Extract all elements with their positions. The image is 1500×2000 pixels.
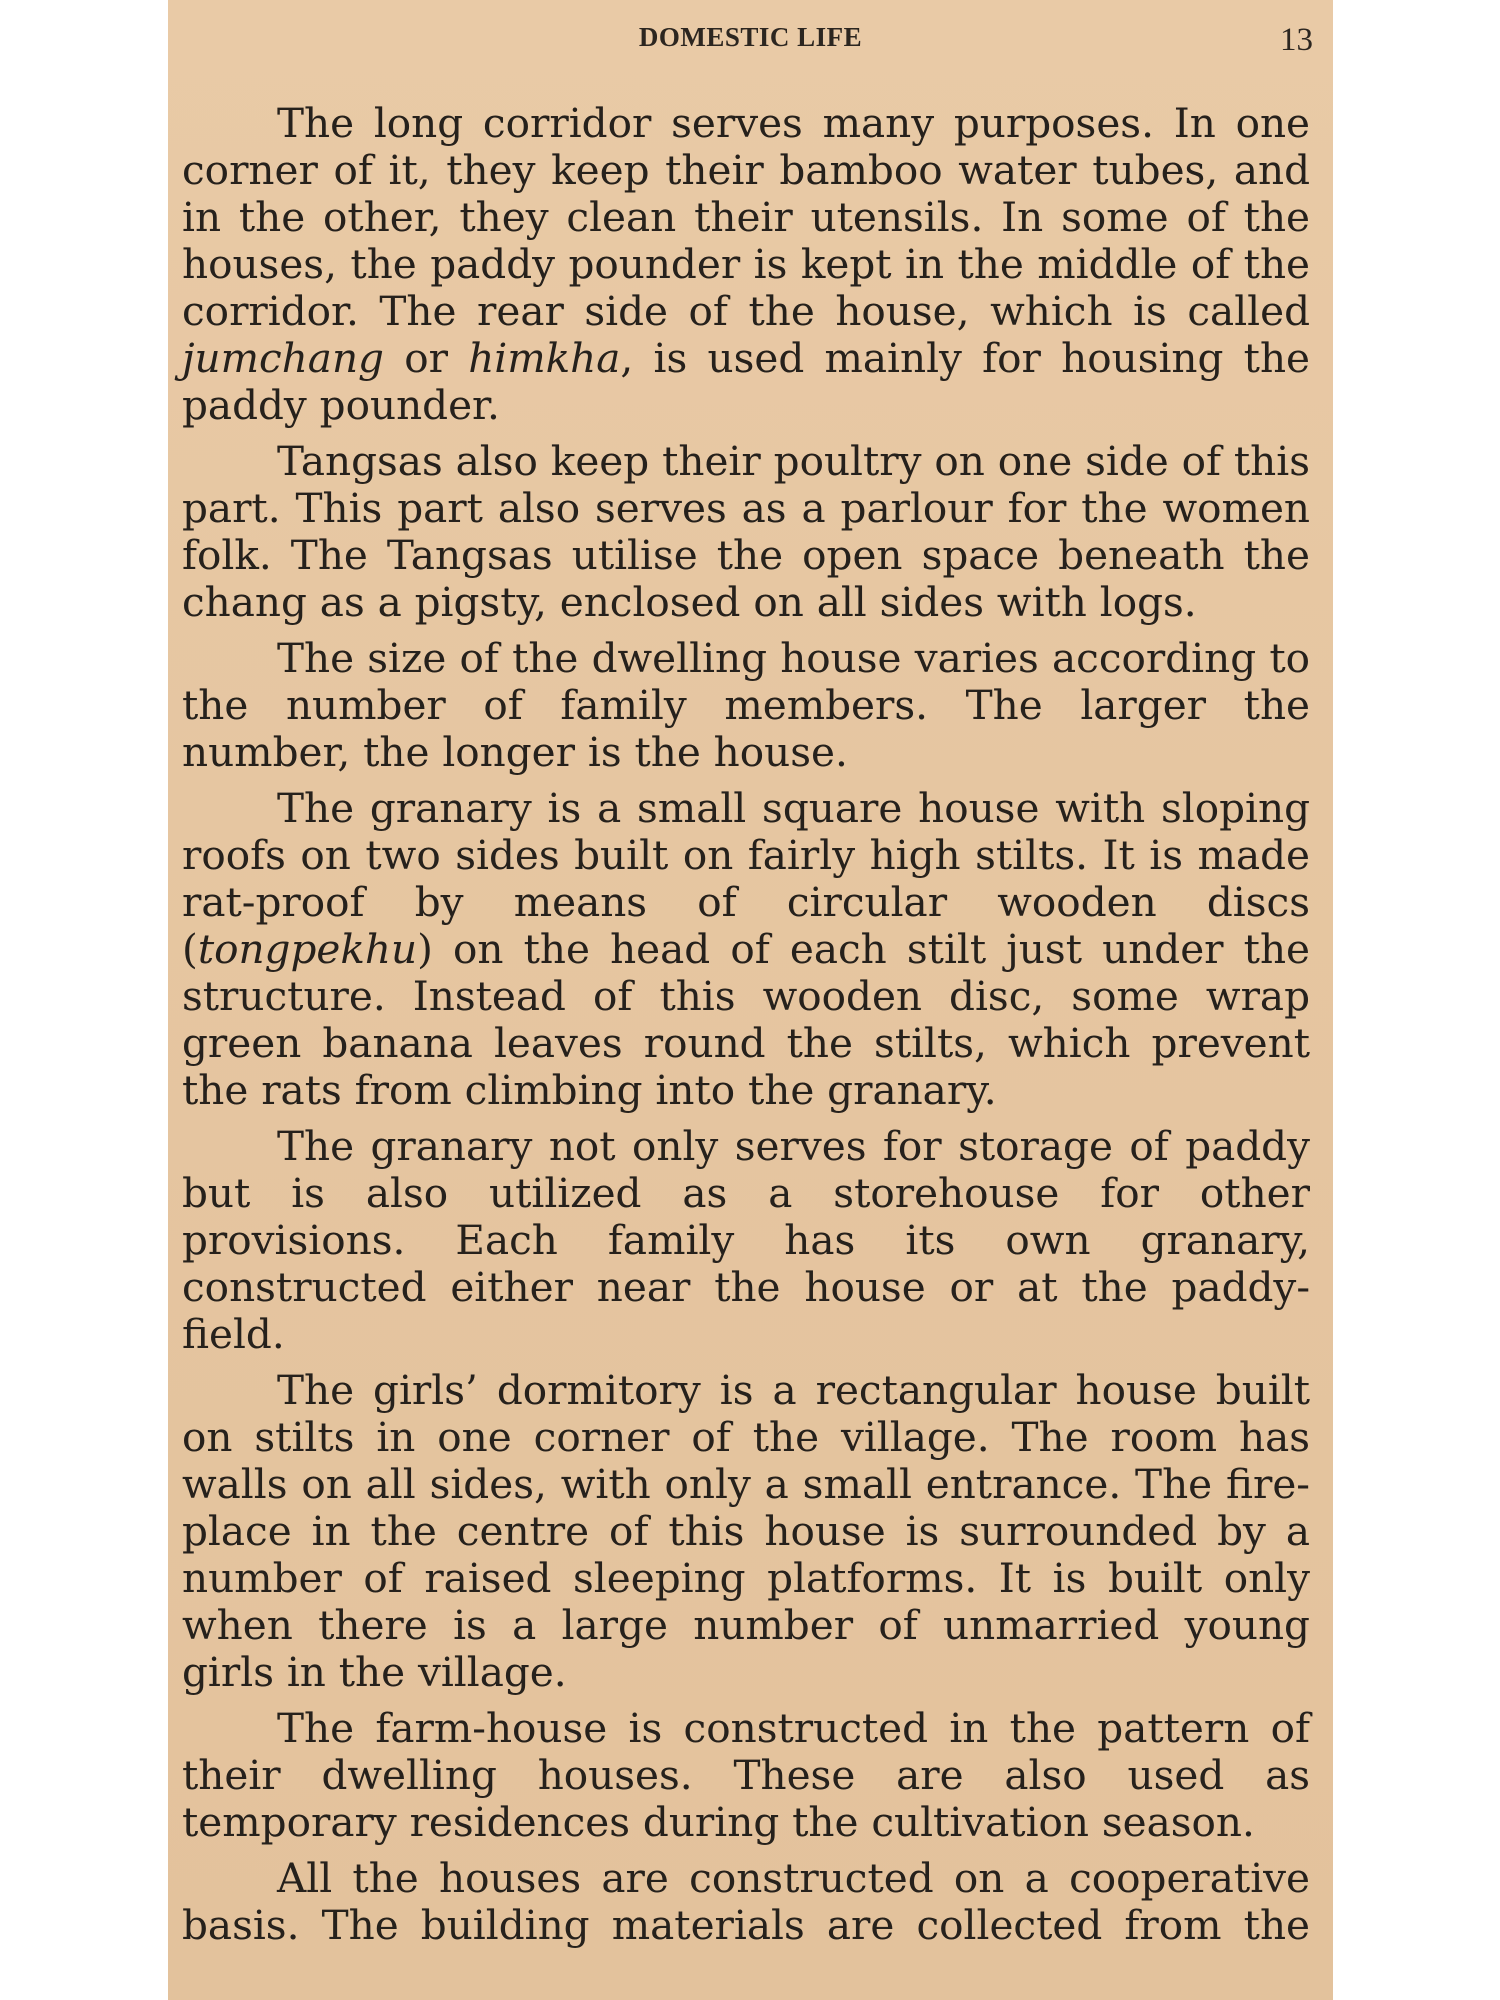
italic-term: himkha — [468, 334, 621, 382]
italic-term: jumchang — [182, 334, 384, 382]
text-run: Tangsas also keep their poultry on one side of this part. This part also serves as a parlour for the women folk. The Tangsas utilise the open space beneath the chang as a pigsty, enclosed on all sides with logs. — [182, 437, 1310, 626]
page-number: 13 — [1280, 22, 1313, 58]
text-run: All the houses are constructed on a cooperative basis. The building materials are collected from the — [182, 1855, 1310, 1949]
text-run: The farm-house is constructed in the pattern of their dwelling houses. These are also used as temporary residences during the cultivation season. — [182, 1704, 1310, 1846]
body-text — [182, 100, 1310, 1958]
paragraph — [182, 635, 1310, 776]
paragraph — [182, 1855, 1310, 1949]
paragraph — [182, 1367, 1310, 1696]
paragraph — [182, 438, 1310, 626]
paragraph — [182, 1123, 1310, 1358]
text-run: The granary is a small square house with sloping roofs on two sides built on fairly high stilts. It is made rat-proof by means of circular wooden discs ( — [182, 784, 1310, 973]
text-run: The long corridor serves many purposes. In one corner of it, they keep their bamboo water tubes, and in the other, they clean their utensils. In some of the houses, the paddy pounder is kept in the middle of the corridor. The rear side of the house, which is called — [182, 99, 1310, 335]
text-run: The girls’ dormitory is a rectangular house built on stilts in one corner of the village. The room has walls on all sides, with only a small entrance. The fire-place in the centre of this house is surrounded by a number of raised sleeping platforms. It is built only when there is a large number of unmarried young girls in the village. — [182, 1366, 1310, 1696]
text-run: The granary not only serves for storage of paddy but is also utilized as a storehouse for other provisions. Each family has its own granary, constructed either near the house or at the paddy-field. — [182, 1122, 1310, 1358]
text-run: The size of the dwelling house varies according to the number of family members. The larger the number, the longer is the house. — [182, 634, 1310, 776]
page-header — [168, 22, 1333, 62]
paragraph — [182, 100, 1310, 429]
paragraph — [182, 1705, 1310, 1846]
text-run: ) on the head of each stilt just under the structure. Instead of this wooden disc, some wrap green banana leaves round the stilts, which prevent the rats from climbing into the granary. — [182, 925, 1310, 1114]
text-run: or — [383, 334, 469, 382]
italic-term: tongpekhu — [197, 925, 418, 973]
book-page — [168, 0, 1333, 2000]
paragraph — [182, 785, 1310, 1114]
text-run: , is used mainly for housing the paddy pounder. — [182, 334, 1311, 429]
running-head: DOMESTIC LIFE — [638, 22, 863, 52]
